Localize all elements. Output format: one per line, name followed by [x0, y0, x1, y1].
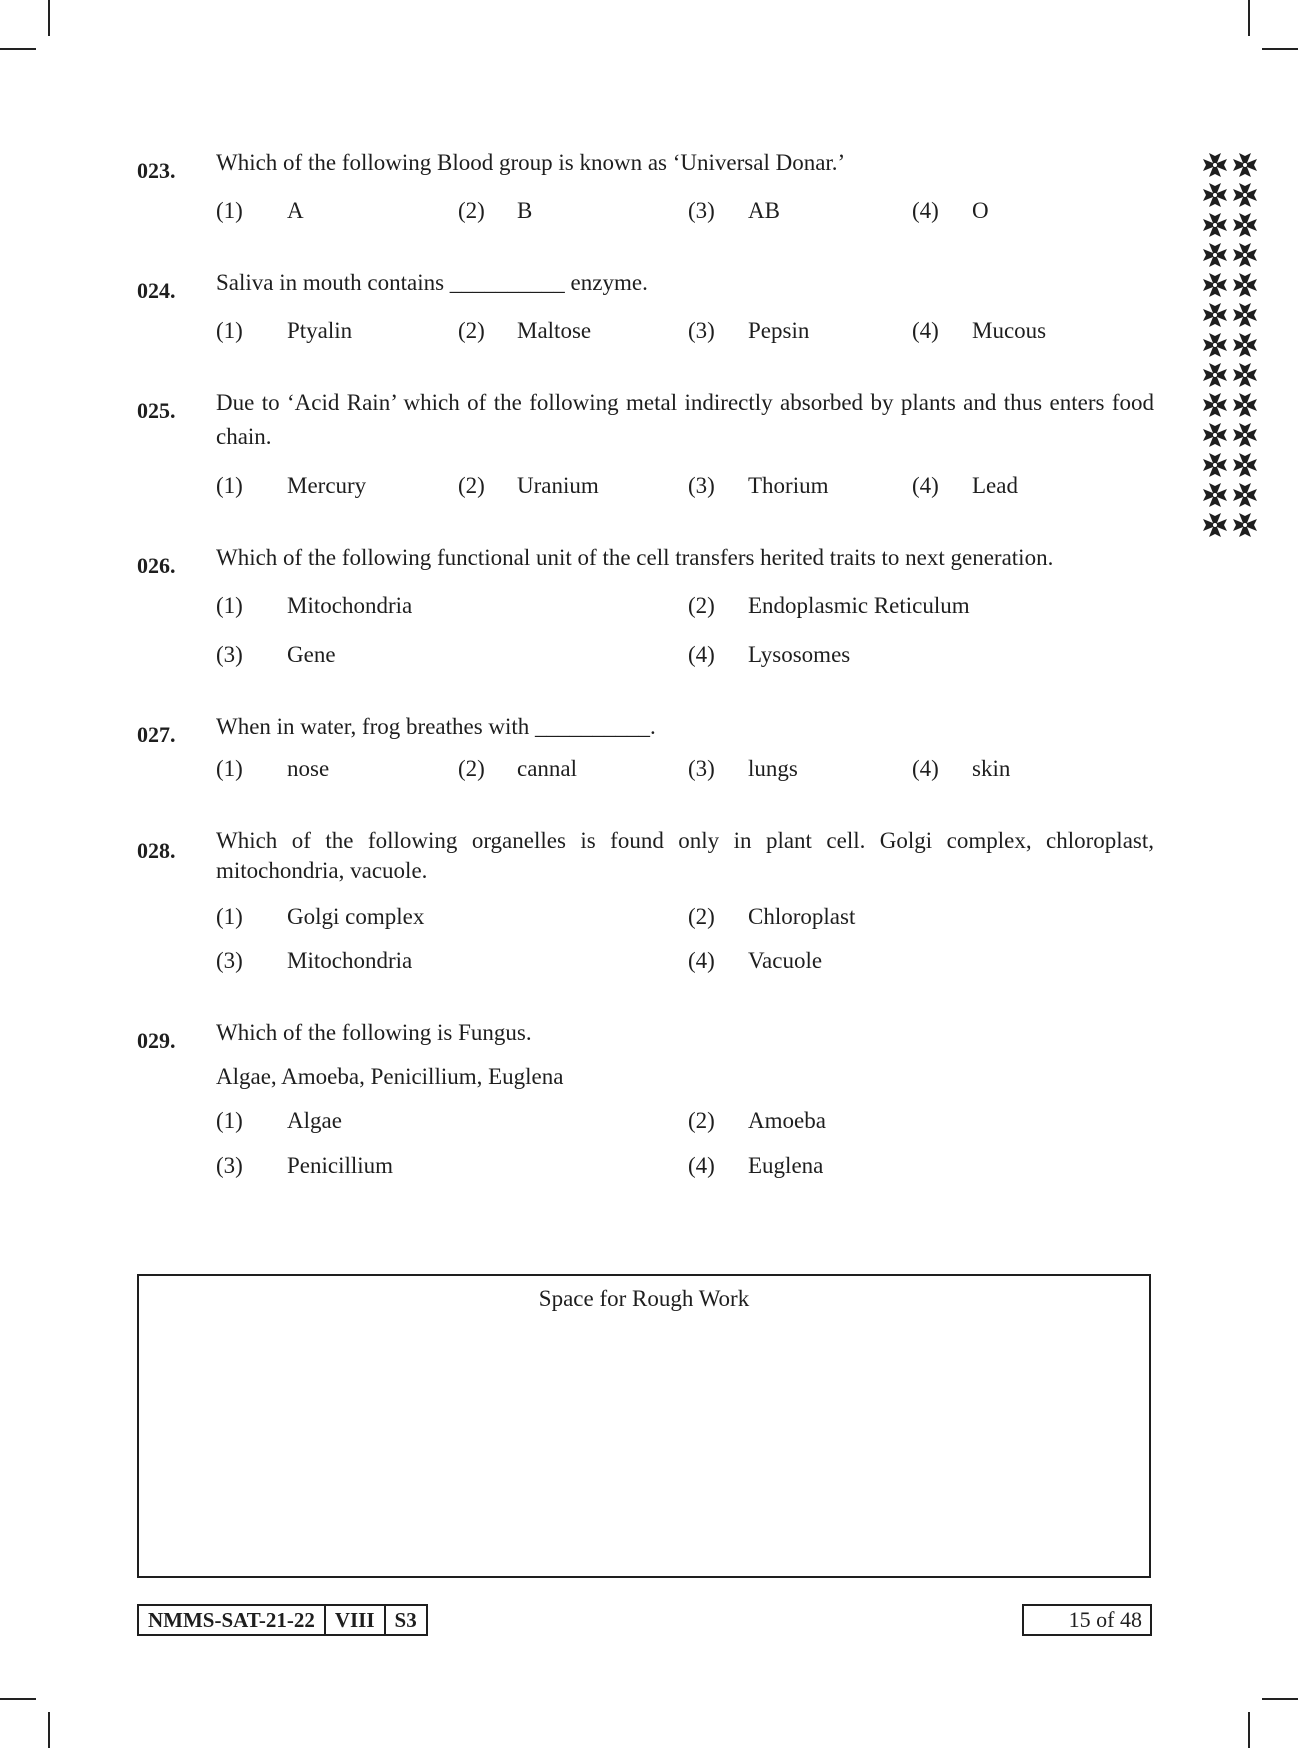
question-number: 024. [137, 278, 176, 303]
option-1[interactable]: (1) Ptyalin [216, 318, 353, 343]
option-2[interactable]: (2) Amoeba [688, 1108, 826, 1133]
ornament-cross-icon [1233, 453, 1257, 477]
option-4[interactable]: (4) Euglena [688, 1153, 824, 1178]
option-4[interactable]: (4) Lead [912, 473, 1018, 498]
ornament-cross-icon [1203, 303, 1227, 327]
ornament-cross-icon [1233, 393, 1257, 417]
question-number: 028. [137, 838, 176, 863]
question-text: When in water, frog breathes with __________. [216, 714, 656, 739]
ornament-cross-icon [1233, 153, 1257, 177]
ornament-cross-icon [1203, 333, 1227, 357]
crop-mark [1248, 0, 1250, 36]
option-2[interactable]: (2) Uranium [458, 473, 599, 498]
ornament-cross-icon [1203, 483, 1227, 507]
exam-code: NMMS-SAT-21-22 [148, 1607, 315, 1632]
ornament-cross-icon [1203, 153, 1227, 177]
ornament-cross-icon [1233, 213, 1257, 237]
ornament-cross-icon [1203, 423, 1227, 447]
option-3[interactable]: (3) Penicillium [216, 1153, 394, 1178]
option-1[interactable]: (1) Mitochondria [216, 593, 413, 618]
option-4[interactable]: (4) skin [912, 756, 1011, 781]
exam-code-box [137, 1604, 428, 1636]
option-1[interactable]: (1) nose [216, 756, 330, 781]
ornament-cross-icon [1203, 273, 1227, 297]
question-text: Which of the following organelles is found only in plant cell. Golgi complex, chloroplast, mitochondria, vacuole. [216, 828, 1154, 883]
crop-mark [48, 0, 50, 36]
option-1[interactable]: (1) Algae [216, 1108, 342, 1133]
option-3[interactable]: (3) AB [688, 198, 780, 223]
crop-mark [1248, 1712, 1250, 1748]
ornament-cross-icon [1203, 393, 1227, 417]
rough-work-box[interactable] [137, 1274, 1151, 1578]
question-number: 029. [137, 1028, 176, 1053]
ornament-cross-icon [1203, 243, 1227, 267]
option-3[interactable]: (3) Thorium [688, 473, 829, 498]
question-text: Saliva in mouth contains __________ enzyme. [216, 270, 648, 295]
option-1[interactable]: (1) A [216, 198, 304, 223]
ornament-cross-icon [1203, 453, 1227, 477]
exam-class: VIII [324, 1606, 384, 1634]
option-3[interactable]: (3) Mitochondria [216, 948, 413, 973]
option-2[interactable]: (2) Maltose [458, 318, 592, 343]
option-3[interactable]: (3) Gene [216, 642, 336, 667]
question-text: Due to ‘Acid Rain’ which of the following metal indirectly absorbed by plants and thus enters food chain. [216, 390, 1154, 449]
ornament-cross-icon [1203, 183, 1227, 207]
option-2[interactable]: (2) B [458, 198, 533, 223]
option-2[interactable]: (2) Chloroplast [688, 904, 856, 929]
question-text: Which of the following is Fungus. [216, 1020, 532, 1045]
option-4[interactable]: (4) O [912, 198, 989, 223]
question-number: 023. [137, 158, 176, 183]
option-2[interactable]: (2) Endoplasmic Reticulum [688, 593, 970, 618]
option-4[interactable]: (4) Mucous [912, 318, 1047, 343]
ornament-cross-icon [1233, 513, 1257, 537]
crop-mark [48, 1712, 50, 1748]
ornament-cross-icon [1233, 273, 1257, 297]
crop-mark [0, 48, 36, 50]
ornament-cross-icon [1203, 363, 1227, 387]
ornament-cross-icon [1233, 243, 1257, 267]
question-text: Which of the following functional unit of the cell transfers herited traits to next generation. [216, 545, 1054, 570]
ornament-cross-icon [1233, 423, 1257, 447]
option-1[interactable]: (1) Mercury [216, 473, 367, 498]
ornament-cross-icon [1233, 333, 1257, 357]
ornament-cross-icon [1233, 363, 1257, 387]
crop-mark [1262, 48, 1298, 50]
ornament-cross-icon [1203, 513, 1227, 537]
option-3[interactable]: (3) Pepsin [688, 318, 810, 343]
ornament-strip [1200, 150, 1264, 540]
question-number: 027. [137, 722, 176, 747]
ornament-cross-icon [1203, 213, 1227, 237]
page-number: 15 of 48 [1022, 1604, 1152, 1636]
rough-work-title: Space for Rough Work [538, 1286, 750, 1311]
crop-mark [0, 1698, 36, 1700]
option-4[interactable]: (4) Vacuole [688, 948, 823, 973]
option-1[interactable]: (1) Golgi complex [216, 904, 425, 929]
question-number: 026. [137, 553, 176, 578]
option-3[interactable]: (3) lungs [688, 756, 798, 781]
crop-mark [1262, 1698, 1298, 1700]
option-4[interactable]: (4) Lysosomes [688, 642, 851, 667]
ornament-cross-icon [1233, 183, 1257, 207]
option-2[interactable]: (2) cannal [458, 756, 578, 781]
question-subtext: Algae, Amoeba, Penicillium, Euglena [216, 1064, 564, 1089]
question-text: Which of the following Blood group is known as ‘Universal Donar.’ [216, 150, 846, 175]
exam-set: S3 [384, 1606, 426, 1634]
question-number: 025. [137, 398, 176, 423]
ornament-cross-icon [1233, 483, 1257, 507]
ornament-cross-icon [1233, 303, 1257, 327]
